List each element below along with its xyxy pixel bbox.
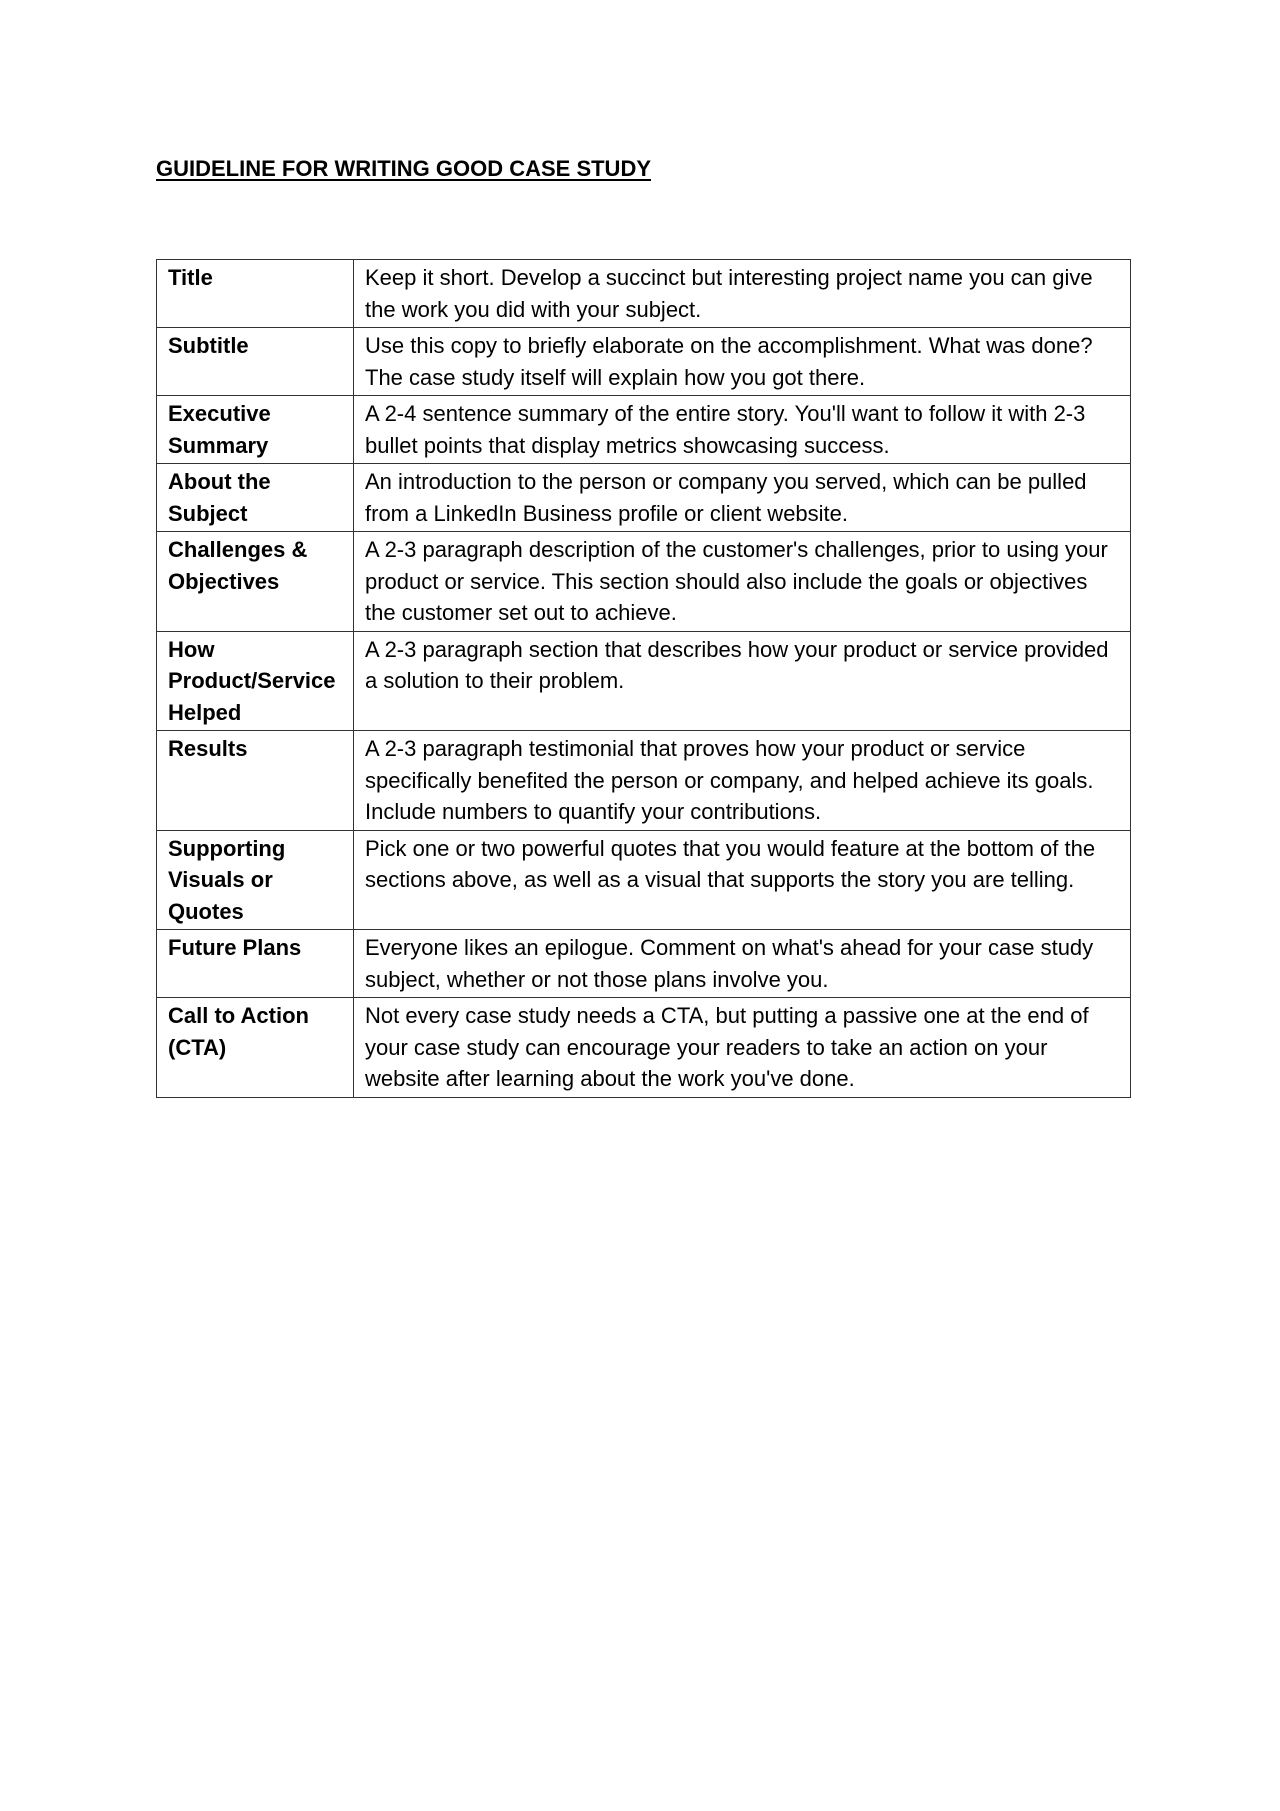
table-row <box>157 998 1131 1098</box>
row-description: Everyone likes an epilogue. Comment on what's ahead for your case study subject, whether or not those plans involve you. <box>354 930 1131 998</box>
row-label: Supporting Visuals or Quotes <box>157 830 354 930</box>
row-label: About the Subject <box>157 464 354 532</box>
page-title: GUIDELINE FOR WRITING GOOD CASE STUDY <box>156 156 652 181</box>
table-row <box>157 830 1131 930</box>
row-description: Keep it short. Develop a succinct but interesting project name you can give the work you did with your subject. <box>354 260 1131 328</box>
table-row <box>157 396 1131 464</box>
guideline-table <box>156 259 1131 1098</box>
table-row <box>157 631 1131 731</box>
table-row <box>157 328 1131 396</box>
table-row <box>157 532 1131 632</box>
table-row <box>157 930 1131 998</box>
table-row <box>157 260 1131 328</box>
row-description: Pick one or two powerful quotes that you would feature at the bottom of the sections above, as well as a visual that supports the story you are telling. <box>354 830 1131 930</box>
table-row <box>157 464 1131 532</box>
row-label: Title <box>157 260 354 328</box>
row-label: Executive Summary <box>157 396 354 464</box>
row-label: Future Plans <box>157 930 354 998</box>
row-description: An introduction to the person or company you served, which can be pulled from a LinkedIn Business profile or client website. <box>354 464 1131 532</box>
row-description: A 2-3 paragraph testimonial that proves how your product or service specifically benefited the person or company, and helped achieve its goals. Include numbers to quantify your contributions. <box>354 731 1131 831</box>
row-description: A 2-3 paragraph section that describes how your product or service provided a solution to their problem. <box>354 631 1131 731</box>
row-label: How Product/Service Helped <box>157 631 354 731</box>
table-row <box>157 731 1131 831</box>
row-label: Subtitle <box>157 328 354 396</box>
row-label: Call to Action (CTA) <box>157 998 354 1098</box>
row-description: Not every case study needs a CTA, but putting a passive one at the end of your case study can encourage your readers to take an action on your website after learning about the work you've done. <box>354 998 1131 1098</box>
row-description: A 2-3 paragraph description of the customer's challenges, prior to using your product or service. This section should also include the goals or objectives the customer set out to achieve. <box>354 532 1131 632</box>
row-label: Results <box>157 731 354 831</box>
row-description: A 2-4 sentence summary of the entire story. You'll want to follow it with 2-3 bullet points that display metrics showcasing success. <box>354 396 1131 464</box>
row-label: Challenges & Objectives <box>157 532 354 632</box>
row-description: Use this copy to briefly elaborate on the accomplishment. What was done? The case study itself will explain how you got there. <box>354 328 1131 396</box>
